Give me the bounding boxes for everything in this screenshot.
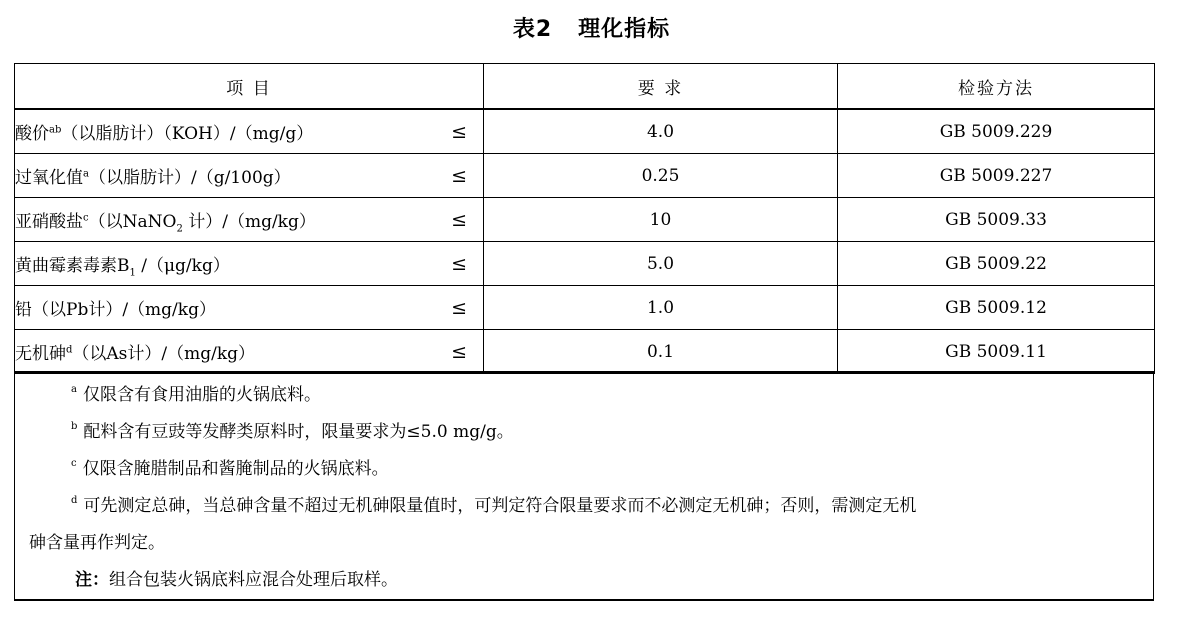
header-item: 项 目 bbox=[15, 64, 484, 110]
item-cell: 铅（以Pb计）/（mg/kg） ≤ bbox=[15, 286, 484, 330]
table-row bbox=[15, 330, 1155, 374]
less-equal-sign: ≤ bbox=[451, 164, 467, 187]
less-equal-sign: ≤ bbox=[451, 120, 467, 143]
table-row bbox=[15, 109, 1155, 154]
table-row bbox=[15, 286, 1155, 330]
table-row bbox=[15, 242, 1155, 286]
header-requirement: 要 求 bbox=[484, 64, 838, 110]
item-cell: 酸价$^{ab}$（以脂肪计）（KOH）/（mg/g） ≤ bbox=[15, 109, 484, 154]
requirement-cell: 0.1 bbox=[484, 330, 838, 374]
footnotes-box bbox=[14, 371, 1154, 601]
footnote-d-continued: 砷含量再作判定。 bbox=[29, 533, 165, 553]
table-title: 表2 理化指标 bbox=[512, 17, 671, 42]
physicochemical-table bbox=[14, 63, 1155, 374]
method-cell: GB 5009.227 bbox=[838, 154, 1155, 198]
general-note: 注：组合包装火锅底料应混合处理后取样。 bbox=[75, 570, 398, 590]
requirement-cell: 1.0 bbox=[484, 286, 838, 330]
less-equal-sign: ≤ bbox=[451, 252, 467, 275]
item-cell: 无机砷$^d$（以As计）/（mg/kg） ≤ bbox=[15, 330, 484, 374]
item-cell: 过氧化值$^a$（以脂肪计）/（g/100g） ≤ bbox=[15, 154, 484, 198]
less-equal-sign: ≤ bbox=[451, 208, 467, 231]
method-cell: GB 5009.33 bbox=[838, 198, 1155, 242]
item-cell: 黄曲霉素毒素$B_1$ /（μg/kg） ≤ bbox=[15, 242, 484, 286]
footnote-d: $^d$ 可先测定总砷，当总砷含量不超过无机砷限量值时，可判定符合限量要求而不必测定无机砷；否则，需测定无机 bbox=[71, 495, 917, 516]
less-equal-sign: ≤ bbox=[451, 340, 467, 363]
note-label: 注： bbox=[75, 570, 109, 590]
table-row bbox=[15, 198, 1155, 242]
method-cell: GB 5009.229 bbox=[838, 109, 1155, 154]
requirement-cell: 10 bbox=[484, 198, 838, 242]
header-row bbox=[15, 64, 1155, 110]
less-equal-sign: ≤ bbox=[451, 296, 467, 319]
table-row bbox=[15, 154, 1155, 198]
requirement-cell: 4.0 bbox=[484, 109, 838, 154]
method-cell: GB 5009.11 bbox=[838, 330, 1155, 374]
method-cell: GB 5009.12 bbox=[838, 286, 1155, 330]
footnote-b: $^b$ 配料含有豆豉等发酵类原料时，限量要求为≤5.0 mg/g。 bbox=[71, 421, 514, 442]
item-cell: 亚硝酸盐$^c$（以NaNO$_2$ 计）/（mg/kg） ≤ bbox=[15, 198, 484, 242]
footnote-a: $^a$ 仅限含有食用油脂的火锅底料。 bbox=[71, 384, 321, 405]
footnote-c: $^c$ 仅限含腌腊制品和酱腌制品的火锅底料。 bbox=[71, 458, 389, 479]
method-cell: GB 5009.22 bbox=[838, 242, 1155, 286]
requirement-cell: 5.0 bbox=[484, 242, 838, 286]
requirement-cell: 0.25 bbox=[484, 154, 838, 198]
header-test-method: 检验方法 bbox=[838, 64, 1155, 110]
